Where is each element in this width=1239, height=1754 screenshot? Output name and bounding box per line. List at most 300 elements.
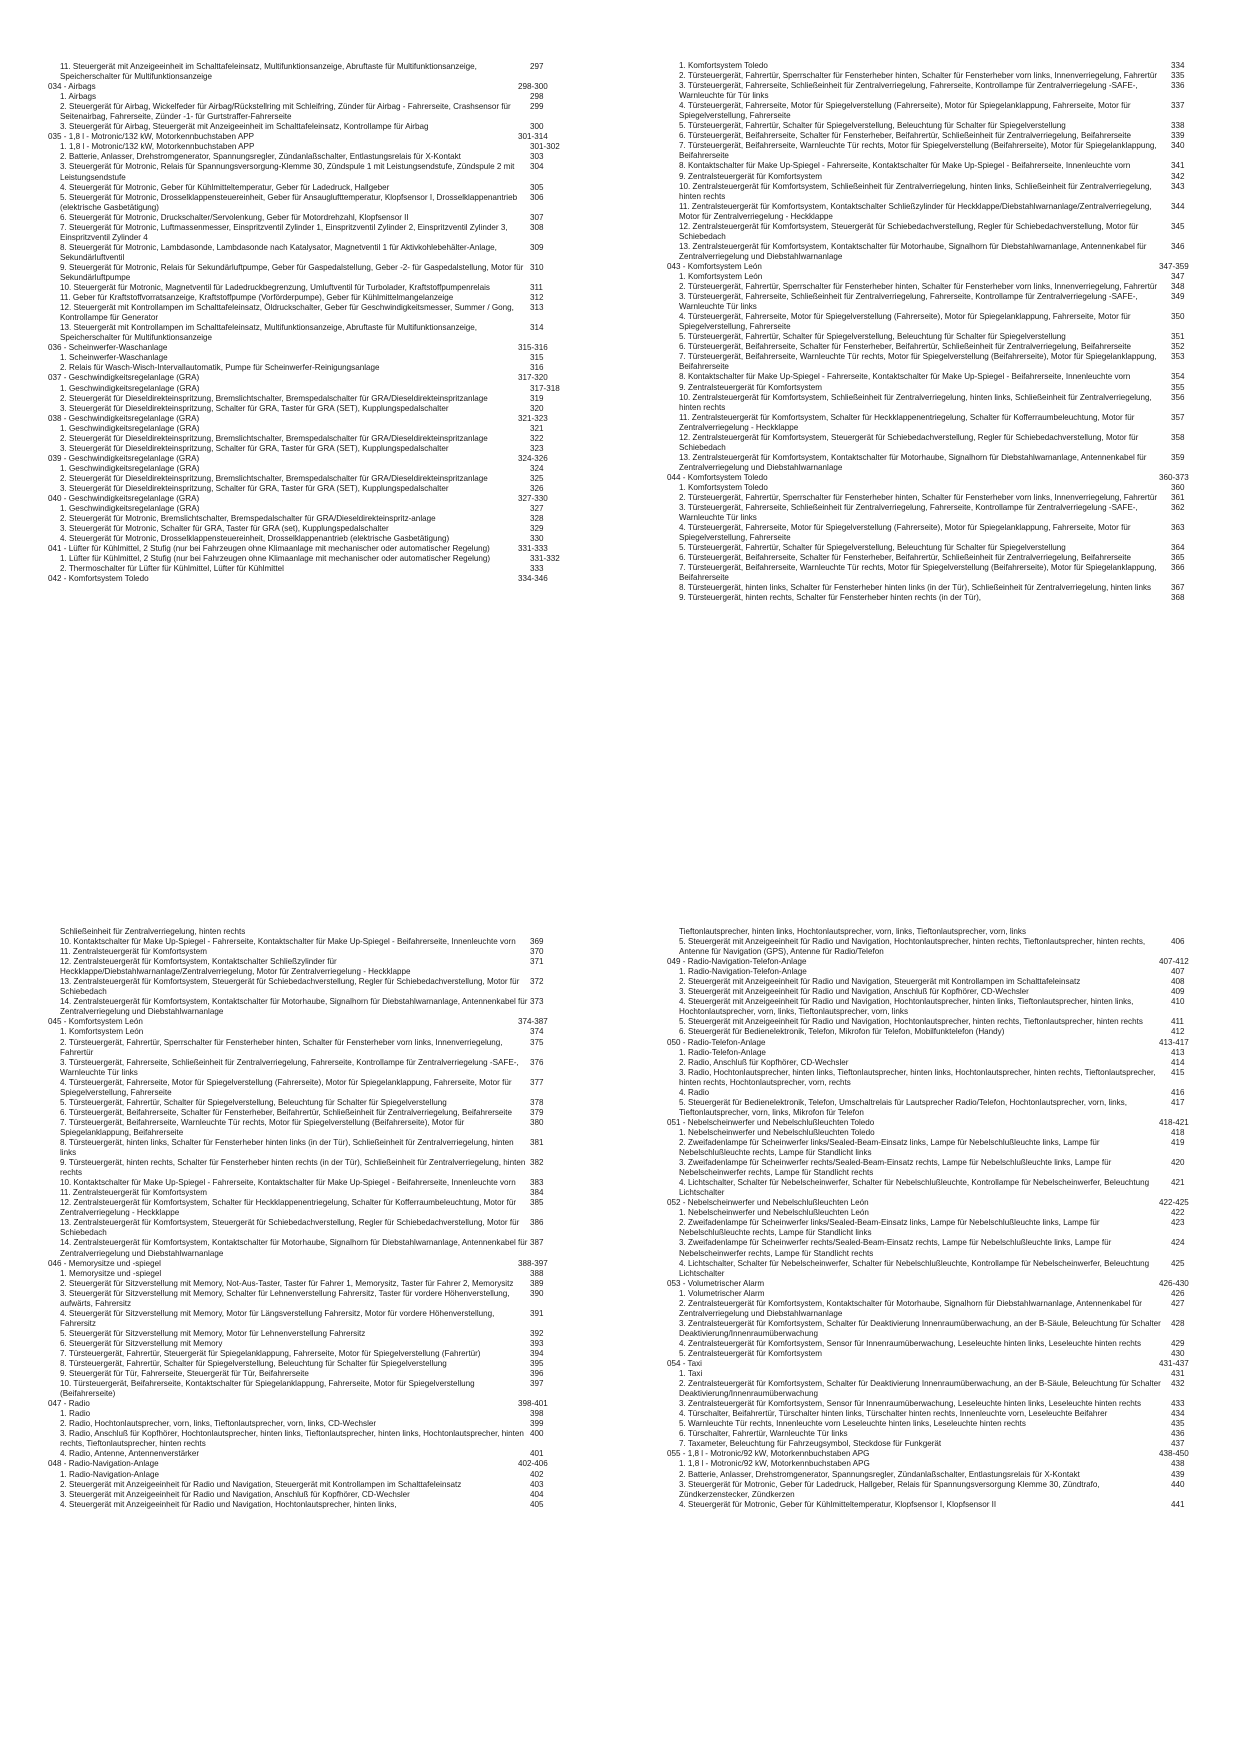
index-entry	[48, 394, 608, 404]
entry-title: 7. Türsteuergerät, Beifahrerseite, Warnleuchte Tür rechts, Motor für Spiegelverstellung (Beifahrerseite), Motor für Spiegelanklappung, Beifahrerseite	[679, 563, 1157, 583]
index-entry	[48, 243, 608, 263]
index-entry	[48, 283, 608, 293]
entry-page-number: 388	[530, 1268, 544, 1278]
entry-page-number: 391	[530, 1308, 544, 1318]
entry-page-number: 344	[1171, 201, 1185, 211]
entry-page-number: 422	[1171, 1208, 1185, 1218]
entry-title: 2. Steuergerät für Dieseldirekteinspritzung, Bremslichtschalter, Bremspedalschalter für GRA/Dieseldirekteinspritzanlage	[60, 433, 488, 443]
index-entry	[667, 413, 1197, 433]
entry-page-number: 403	[530, 1479, 544, 1489]
entry-page-number: 330	[530, 534, 544, 544]
entry-page-number: 346	[1171, 241, 1185, 251]
entry-title: 12. Zentralsteuergerät für Komfortsystem, Kontaktschalter Schließzylinder für Heckklappe/Diebstahlwarnanlage/Zentralverriegelung, Motor für Zentralverriegelung - Heckklappe	[60, 957, 411, 977]
entry-page-number: 389	[530, 1278, 544, 1288]
entry-title: 3. Steuergerät für Dieseldirekteinspritzung, Schalter für GRA, Taster für GRA (SET), Kupplungspedalschalter	[60, 483, 449, 493]
index-entry	[48, 1138, 608, 1158]
index-section-heading	[48, 1017, 608, 1027]
entry-title: 9. Steuergerät für Motronic, Relais für Sekundärluftpumpe, Geber für Gaspedalstellung, Geber -2- für Gaspedalstellung, Motor für Sekundärluftpumpe	[60, 262, 524, 282]
entry-title: 042 - Komfortsystem Toledo	[48, 574, 149, 584]
entry-title: 5. Steuergerät für Motronic, Drosselklappensteuereinheit, Geber für Ansauglufttemperatur, Klopfsensor I, Drosselklappenantrieb (elektrische Gasbetätigung)	[60, 192, 518, 212]
entry-title: Schließeinheit für Zentralverriegelung, hinten rechts	[60, 927, 246, 936]
entry-title: 5. Türsteuergerät, Fahrertür, Schalter für Spiegelverstellung, Beleuchtung für Schalter für Spiegelverstellung	[60, 1097, 447, 1107]
entry-page-number: 363	[1171, 523, 1185, 533]
entry-page-number: 440	[1171, 1479, 1185, 1489]
entry-page-number: 396	[530, 1369, 544, 1379]
entry-title: 10. Kontaktschalter für Make Up-Spiegel - Fahrerseite, Kontaktschalter für Make Up-Spiegel - Beifahrerseite, Innenleuchte vorn	[60, 1178, 516, 1188]
entry-page-number: 379	[530, 1107, 544, 1117]
index-entry	[48, 937, 608, 947]
entry-page-number: 430	[1171, 1348, 1185, 1358]
index-entry	[48, 293, 608, 303]
entry-page-number: 334	[1171, 61, 1185, 70]
entry-page-number: 372	[530, 977, 544, 987]
index-entry	[667, 202, 1197, 222]
entry-title: 6. Türsteuergerät, Beifahrerseite, Schalter für Fensterheber, Beifahrertür, Schließeinheit für Zentralverriegelung, Beifahrerseite	[60, 1107, 512, 1117]
index-entry	[667, 161, 1197, 171]
index-section-heading	[48, 343, 608, 353]
entry-page-number: 398	[530, 1409, 544, 1419]
entry-title: 2. Steuergerät mit Anzeigeeinheit für Radio und Navigation, Steuergerät mit Kontrollampen im Schalttafeleinsatz	[679, 977, 1081, 987]
entry-title: 3. Türsteuergerät, Fahrerseite, Schließeinheit für Zentralverriegelung, Fahrerseite, Kontrollampe für Zentralverriegelung -SAFE-, Warnleuchte Tür links	[60, 1057, 519, 1077]
entry-page-number: 316	[530, 363, 544, 373]
index-entry	[48, 213, 608, 223]
index-entry	[667, 1208, 1197, 1218]
index-entry	[48, 977, 608, 997]
entry-title: 12. Zentralsteuergerät für Komfortsystem, Schalter für Heckklappenentriegelung, Schalter für Kofferraumbeleuchtung, Motor für Zentralverriegelung - Heckklappe	[60, 1198, 517, 1218]
index-section-heading	[48, 544, 608, 554]
entry-page-number: 414	[1171, 1057, 1185, 1067]
index-entry	[48, 554, 608, 564]
entry-title: 040 - Geschwindigkeitsregelanlage (GRA)	[48, 494, 200, 504]
entry-page-number: 335	[1171, 71, 1185, 81]
entry-page-number: 374	[530, 1027, 544, 1037]
entry-page-number: 305	[530, 182, 544, 192]
index-entry	[48, 223, 608, 243]
entry-page-number: 329	[530, 524, 544, 534]
index-entry	[48, 1339, 608, 1349]
index-entry	[48, 1379, 608, 1399]
entry-page-number: 395	[530, 1359, 544, 1369]
entry-title: 6. Steuergerät für Motronic, Druckschalter/Servolenkung, Geber für Motordrehzahl, Klopfsensor II	[60, 212, 409, 222]
entry-title: 3. Radio, Anschluß für Kopfhörer, Hochtonlautsprecher, hinten links, Tieftonlautsprecher, hinten links, Hochtonlautsprecher, hinten rechts, Tieftonlautsprecher, hinten rechts	[60, 1429, 524, 1449]
entry-title: 10. Zentralsteuergerät für Komfortsystem, Schließeinheit für Zentralverriegelung, hinten links, Schließeinheit für Zentralverriegelung, hinten rechts	[679, 392, 1152, 412]
index-entry	[48, 1038, 608, 1058]
entry-page-number: 328	[530, 514, 544, 524]
entry-title: 6. Türsteuergerät, Beifahrerseite, Schalter für Fensterheber, Beifahrertür, Schließeinheit für Zentralverriegelung, Beifahrerseite	[679, 553, 1131, 563]
entry-page-number: 423	[1171, 1218, 1185, 1228]
index-entry	[48, 62, 608, 82]
index-entry	[48, 1359, 608, 1369]
index-entry	[667, 242, 1197, 262]
entry-title: 2. Steuergerät für Airbag, Wickelfeder für Airbag/Rückstellring mit Schleifring, Zünder für Airbag - Fahrerseite, Crashsensor für Seitenairbag, Fahrerseite, Zünder -1- für Gurtstraffer-Fahrerseite	[60, 102, 511, 122]
entry-page-number: 374-387	[518, 1017, 548, 1027]
index-entry	[667, 342, 1197, 352]
index-entry	[48, 947, 608, 957]
index-entry	[48, 997, 608, 1017]
index-entry	[48, 1500, 608, 1510]
index-entry	[667, 593, 1197, 603]
index-entry	[48, 1218, 608, 1238]
index-entry	[667, 1027, 1197, 1037]
entry-title: 2. Türsteuergerät, Fahrertür, Sperrschalter für Fensterheber hinten, Schalter für Fensterheber vorn links, Innenverriegelung, Fahrertür	[679, 282, 1158, 292]
entry-title: 2. Steuergerät für Dieseldirekteinspritzung, Bremslichtschalter, Bremspedalschalter für GRA/Dieseldirekteinspritzanlage	[60, 473, 488, 483]
entry-title: 6. Türsteuergerät, Beifahrerseite, Schalter für Fensterheber, Beifahrertür, Schließeinheit für Zentralverriegelung, Beifahrerseite	[679, 342, 1131, 352]
index-entry	[48, 1238, 608, 1258]
index-section-heading	[667, 1038, 1197, 1048]
entry-title: 12. Zentralsteuergerät für Komfortsystem, Steuergerät für Schiebedachverstellung, Regler für Schiebedachverstellung, Motor für Schiebedach	[679, 221, 1139, 241]
entry-title: 043 - Komfortsystem León	[667, 261, 762, 271]
entry-page-number: 441	[1171, 1499, 1185, 1509]
entry-title: 5. Türsteuergerät, Fahrertür, Schalter für Spiegelverstellung, Beleuchtung für Schalter für Spiegelverstellung	[679, 332, 1066, 342]
entry-page-number: 349	[1171, 292, 1185, 302]
entry-page-number: 438	[1171, 1459, 1185, 1469]
index-entry	[48, 1269, 608, 1279]
entry-page-number: 348	[1171, 282, 1185, 292]
index-entry	[667, 1017, 1197, 1027]
index-entry	[667, 1439, 1197, 1449]
index-entry	[48, 534, 608, 544]
index-entry	[48, 564, 608, 574]
entry-title: 8. Türsteuergerät, hinten links, Schalter für Fensterheber hinten links (in der Tür), Schließeinheit für Zentralverriegelung, hinten links	[679, 583, 1152, 593]
entry-title: 6. Türschalter, Fahrertür, Warnleuchte Tür links	[679, 1429, 848, 1439]
entry-page-number: 376	[530, 1057, 544, 1067]
entry-page-number: 340	[1171, 141, 1185, 151]
entry-title: 2. Zweifadenlampe für Scheinwerfer links/Sealed-Beam-Einsatz links, Lampe für Nebelschlußleuchte links, Lampe für Nebelschlußleuchte rechts, Lampe für Standlicht links	[679, 1218, 1100, 1238]
index-entry	[667, 1289, 1197, 1299]
entry-title: 1. Memorysitze und -spiegel	[60, 1268, 162, 1278]
entry-page-number: 326	[530, 483, 544, 493]
index-entry	[48, 384, 608, 394]
index-entry	[667, 312, 1197, 332]
index-entry	[667, 937, 1197, 957]
entry-page-number: 312	[530, 293, 544, 303]
index-entry	[48, 1289, 608, 1309]
index-section-heading	[667, 1449, 1197, 1459]
index-entry	[667, 563, 1197, 583]
entry-title: 11. Steuergerät mit Anzeigeeinheit im Schalttafeleinsatz, Multifunktionsanzeige, Abruftaste für Multifunktionsanzeige, Speicherschalter für Multifunktionsanzeige	[60, 62, 477, 82]
entry-page-number: 418-421	[1159, 1117, 1189, 1127]
index-entry	[667, 1379, 1197, 1399]
entry-title: 5. Türsteuergerät, Fahrertür, Schalter für Spiegelverstellung, Beleuchtung für Schalter für Spiegelverstellung	[679, 121, 1066, 131]
entry-page-number: 390	[530, 1288, 544, 1298]
index-entry	[667, 1500, 1197, 1510]
index-entry	[48, 1098, 608, 1108]
index-column-top-right	[667, 61, 1197, 831]
index-entry	[667, 172, 1197, 182]
entry-title: 4. Steuergerät für Motronic, Geber für Kühlmitteltemperatur, Geber für Ladedruck, Hallgeber	[60, 182, 390, 192]
index-column-bottom-right	[667, 927, 1197, 1685]
entry-page-number: 342	[1171, 171, 1185, 181]
entry-page-number: 331-332	[530, 554, 560, 564]
entry-title: 049 - Radio-Navigation-Telefon-Anlage	[667, 957, 807, 967]
entry-page-number: 310	[530, 262, 544, 272]
index-entry	[667, 141, 1197, 161]
index-entry	[48, 1419, 608, 1429]
entry-title: 2. Türsteuergerät, Fahrertür, Sperrschalter für Fensterheber hinten, Schalter für Fensterheber vorn links, Innenverriegelung, Fahrertür	[60, 1037, 503, 1057]
entry-title: 1. Komfortsystem Toledo	[679, 482, 768, 492]
entry-title: 4. Steuergerät für Motronic, Drosselklappensteuereinheit, Drosselklappenantrieb (elektrische Gasbetätigung)	[60, 534, 450, 544]
entry-page-number: 405	[530, 1499, 544, 1509]
index-entry	[48, 444, 608, 454]
index-entry	[48, 514, 608, 524]
entry-page-number: 304	[530, 162, 544, 172]
entry-title: 046 - Memorysitze und -spiegel	[48, 1258, 161, 1268]
index-entry	[48, 122, 608, 132]
entry-title: 3. Türsteuergerät, Fahrerseite, Schließeinheit für Zentralverriegelung, Fahrerseite, Kontrollampe für Zentralverriegelung -SAFE-, Warnleuchte für Tür links	[679, 81, 1138, 101]
index-entry	[48, 424, 608, 434]
entry-page-number: 360	[1171, 482, 1185, 492]
index-entry	[667, 272, 1197, 282]
entry-page-number: 393	[530, 1338, 544, 1348]
entry-title: 1. Radio-Navigation-Anlage	[60, 1469, 159, 1479]
index-entry	[667, 121, 1197, 131]
entry-page-number: 331-333	[518, 544, 548, 554]
entry-title: 4. Lichtschalter, Schalter für Nebelscheinwerfer, Schalter für Nebelschlußleuchte, Kontrollampe für Nebelscheinwerfer, Beleuchtung Lichtschalter	[679, 1178, 1150, 1198]
entry-page-number: 347-359	[1159, 261, 1189, 271]
entry-title: 3. Steuergerät für Dieseldirekteinspritzung, Schalter für GRA, Taster für GRA (SET), Kupplungspedalschalter	[60, 443, 449, 453]
entry-page-number: 404	[530, 1489, 544, 1499]
index-entry	[48, 464, 608, 474]
entry-page-number: 413	[1171, 1047, 1185, 1057]
entry-page-number: 388-397	[518, 1258, 548, 1268]
entry-title: 4. Radio	[679, 1087, 710, 1097]
entry-title: 045 - Komfortsystem León	[48, 1017, 143, 1027]
entry-title: 3. Radio, Hochtonlautsprecher, hinten links, Tieftonlautsprecher, hinten links, Hochtonlautsprecher, hinten rechts, Tieftonlautsprecher, hinten rechts, Hochtonlautsprecher, vorn, rechts	[679, 1067, 1156, 1087]
entry-title: 4. Steuergerät für Sitzverstellung mit Memory, Motor für Längsverstellung Fahrersitz, Motor für vordere Höhenverstellung, Fahrersitz	[60, 1308, 495, 1328]
entry-page-number: 406	[1171, 937, 1185, 947]
index-entry	[667, 81, 1197, 101]
entry-title: 3. Türsteuergerät, Fahrerseite, Schließeinheit für Zentralverriegelung, Fahrerseite, Kontrollampe für Zentralverriegelung -SAFE-, Warnleuchte Tür links	[679, 503, 1138, 523]
entry-title: 5. Steuergerät für Sitzverstellung mit Memory, Motor für Lehnenverstellung Fahrersitz	[60, 1328, 366, 1338]
entry-title: 2. Steuergerät für Motronic, Bremslichtschalter, Bremspedalschalter für GRA/Dieseldirekteinspritz-anlage	[60, 514, 436, 524]
entry-page-number: 354	[1171, 372, 1185, 382]
entry-page-number: 314	[530, 323, 544, 333]
entry-title: 2. Steuergerät mit Anzeigeeinheit für Radio und Navigation, Steuergerät mit Kontrollampen im Schalttafeleinsatz	[60, 1479, 462, 1489]
entry-title: 4. Türsteuergerät, Fahrerseite, Motor für Spiegelverstellung (Fahrerseite), Motor für Spiegelanklappung, Fahrerseite, Motor für Spiegelverstellung, Fahrerseite	[679, 101, 1131, 121]
index-section-heading	[667, 1198, 1197, 1208]
index-entry	[667, 1058, 1197, 1068]
entry-title: 036 - Scheinwerfer-Waschanlage	[48, 343, 168, 353]
entry-title: 1. Radio-Navigation-Telefon-Anlage	[679, 967, 807, 977]
entry-title: 4. Steuergerät mit Anzeigeeinheit für Radio und Navigation, Hochtonlautsprecher, hinten links,	[60, 1499, 397, 1509]
entry-page-number: 381	[530, 1137, 544, 1147]
index-entry	[667, 1048, 1197, 1058]
index-entry	[48, 1429, 608, 1449]
entry-page-number: 436	[1171, 1429, 1185, 1439]
entry-page-number: 394	[530, 1348, 544, 1358]
index-entry	[48, 524, 608, 534]
index-entry	[667, 1399, 1197, 1409]
entry-title: 9. Steuergerät für Tür, Fahrerseite, Steuergerät für Tür, Beifahrerseite	[60, 1369, 309, 1379]
entry-page-number: 420	[1171, 1158, 1185, 1168]
index-entry	[48, 1409, 608, 1419]
entry-title: 037 - Geschwindigkeitsregelanlage (GRA)	[48, 373, 200, 383]
entry-title: 1. Radio-Telefon-Anlage	[679, 1047, 766, 1057]
entry-title: 4. Türsteuergerät, Fahrerseite, Motor für Spiegelverstellung (Fahrerseite), Motor für Spiegelanklappung, Fahrerseite, Motor für Spiegelverstellung, Fahrerseite	[679, 312, 1131, 332]
entry-page-number	[530, 927, 608, 937]
index-section-heading	[48, 494, 608, 504]
entry-title: 048 - Radio-Navigation-Anlage	[48, 1459, 159, 1469]
entry-title: 2. Batterie, Anlasser, Drehstromgenerator, Spannungsregler, Zündanlaßschalter, Entlastungsrelais für X-Kontakt	[60, 152, 461, 162]
entry-title: 044 - Komfortsystem Toledo	[667, 472, 768, 482]
entry-title: 053 - Volumetrischer Alarm	[667, 1278, 765, 1288]
index-section-heading	[48, 1259, 608, 1269]
entry-page-number: 353	[1171, 352, 1185, 362]
index-entry	[48, 92, 608, 102]
entry-page-number: 325	[530, 473, 544, 483]
index-entry	[48, 957, 608, 977]
entry-title: 3. Zweifadenlampe für Scheinwerfer rechts/Sealed-Beam-Einsatz rechts, Lampe für Nebelschlußleuchte links, Lampe für Nebelscheinwerfer rechts, Lampe für Standlicht rechts	[679, 1238, 1112, 1258]
index-entry	[667, 453, 1197, 473]
index-entry	[667, 523, 1197, 543]
entry-title: 11. Zentralsteuergerät für Komfortsystem	[60, 1188, 207, 1198]
index-entry	[667, 1259, 1197, 1279]
entry-title: 041 - Lüfter für Kühlmittel, 2 Stufig (nur bei Fahrzeugen ohne Klimaanlage mit mechanischer oder automatischer Regelung)	[48, 544, 490, 554]
entry-title: 2. Radio, Hochtonlautsprecher, vorn, links, Tieftonlautsprecher, vorn, links, CD-Wechsler	[60, 1419, 377, 1429]
index-section-heading	[667, 957, 1197, 967]
entry-page-number: 370	[530, 947, 544, 957]
entry-page-number: 351	[1171, 332, 1185, 342]
entry-page-number: 421	[1171, 1178, 1185, 1188]
entry-page-number: 407-412	[1159, 957, 1189, 967]
entry-page-number: 298-300	[518, 82, 548, 92]
entry-title: 4. Radio, Antenne, Antennenverstärker	[60, 1449, 200, 1459]
entry-title: 12. Steuergerät mit Kontrollampen im Schalttafeleinsatz, Öldruckschalter, Geber für Geschwindigkeitsmesser, Summer / Gong, Kontrollampe für Generator	[60, 303, 514, 323]
entry-title: 1. Komfortsystem León	[60, 1027, 144, 1037]
entry-page-number: 360-373	[1159, 472, 1189, 482]
index-entry	[667, 1218, 1197, 1238]
index-entry	[48, 1279, 608, 1289]
index-entry	[48, 1490, 608, 1500]
entry-page-number: 408	[1171, 977, 1185, 987]
entry-title: 052 - Nebelscheinwerfer und Nebelschlußleuchten León	[667, 1198, 869, 1208]
index-entry	[667, 997, 1197, 1017]
index-entry	[667, 1238, 1197, 1258]
entry-title: 2. Thermoschalter für Lüfter für Kühlmittel, Lüfter für Kühlmittel	[60, 564, 284, 574]
index-entry	[48, 353, 608, 363]
entry-title: 5. Warnleuchte Tür rechts, Innenleuchte vorn Leseleuchte hinten links, Leseleuchte hinten rechts	[679, 1419, 1026, 1429]
index-entry	[48, 1188, 608, 1198]
entry-title: 5. Steuergerät mit Anzeigeeinheit für Radio und Navigation, Hochtonlautsprecher, hinten rechts, Tieftonlautsprecher, hinten rechts	[679, 1017, 1143, 1027]
index-section-heading	[48, 373, 608, 383]
entry-page-number: 347	[1171, 271, 1185, 281]
index-entry	[667, 1158, 1197, 1178]
entry-page-number: 367	[1171, 583, 1185, 593]
entry-page-number: 373	[530, 997, 544, 1007]
entry-title: 054 - Taxi	[667, 1359, 702, 1369]
entry-page-number: 362	[1171, 503, 1185, 513]
entry-title: 1. Airbags	[60, 92, 96, 102]
entry-page-number: 345	[1171, 221, 1185, 231]
entry-title: 13. Steuergerät mit Kontrollampen im Schalttafeleinsatz, Multifunktionsanzeige, Abruftaste für Multifunktionsanzeige, Speicherschalter für Multifunktionsanzeige	[60, 323, 478, 343]
index-section-heading	[667, 473, 1197, 483]
index-entry	[667, 987, 1197, 997]
entry-page-number: 401	[530, 1449, 544, 1459]
entry-page-number: 387	[530, 1238, 544, 1248]
index-section-heading	[48, 454, 608, 464]
index-entry	[48, 1480, 608, 1490]
entry-title: 8. Kontaktschalter für Make Up-Spiegel - Fahrerseite, Kontaktschalter für Make Up-Spiegel - Beifahrerseite, Innenleuchte vorn	[679, 372, 1131, 382]
entry-title: 13. Zentralsteuergerät für Komfortsystem, Steuergerät für Schiebedachverstellung, Regler für Schiebedachverstellung, Motor für Schiebedach	[60, 977, 520, 997]
entry-title: 1. Geschwindigkeitsregelanlage (GRA)	[60, 504, 200, 514]
index-entry	[667, 131, 1197, 141]
entry-title: 5. Steuergerät mit Anzeigeeinheit für Radio und Navigation, Hochtonlautsprecher, hinten rechts, Tieftonlautsprecher, hinten rechts, Antenne für Navigation (GPS), Antenne für Radio/Telefon	[679, 937, 1146, 957]
index-entry	[48, 474, 608, 484]
entry-title: 13. Zentralsteuergerät für Komfortsystem, Kontaktschalter für Motorhaube, Signalhorn für Diebstahlwarnanlage, Antennenkabel für Zentralverriegelung und Diebstahlwarnanlage	[679, 241, 1147, 261]
index-entry	[667, 1138, 1197, 1158]
index-entry	[48, 1449, 608, 1459]
index-entry	[48, 303, 608, 323]
index-entry	[667, 101, 1197, 121]
entry-page-number: 352	[1171, 342, 1185, 352]
index-entry	[667, 352, 1197, 372]
entry-title: 047 - Radio	[48, 1399, 90, 1409]
index-entry	[667, 1349, 1197, 1359]
index-entry	[667, 1459, 1197, 1469]
entry-title: 3. Steuergerät mit Anzeigeeinheit für Radio und Navigation, Anschluß für Kopfhörer, CD-Wechsler	[679, 987, 1029, 997]
entry-title: 051 - Nebelscheinwerfer und Nebelschlußleuchten Toledo	[667, 1117, 875, 1127]
entry-title: 035 - 1,8 l - Motronic/132 kW, Motorkennbuchstaben APP	[48, 132, 255, 142]
index-column-top-left	[48, 62, 608, 830]
entry-page-number: 415	[1171, 1067, 1185, 1077]
index-entry	[667, 1429, 1197, 1439]
entry-title: 2. Steuergerät für Dieseldirekteinspritzung, Bremslichtschalter, Bremspedalschalter für GRA/Dieseldirekteinspritzanlage	[60, 393, 488, 403]
index-entry	[667, 1409, 1197, 1419]
entry-title: 3. Steuergerät für Motronic, Geber für Ladedruck, Hallgeber, Relais für Spannungsversorgung Klemme 30, Zündtrafo, Zündkerzenstecker, Zündkerzen	[679, 1479, 1100, 1499]
entry-title: 10. Kontaktschalter für Make Up-Spiegel - Fahrerseite, Kontaktschalter für Make Up-Spiegel - Beifahrerseite, Innenleuchte vorn	[60, 937, 516, 947]
entry-title: 13. Zentralsteuergerät für Komfortsystem, Steuergerät für Schiebedachverstellung, Regler für Schiebedachverstellung, Motor für Schiebedach	[60, 1218, 520, 1238]
entry-title: 2. Zentralsteuergerät für Komfortsystem, Kontaktschalter für Motorhaube, Signalhorn für Diebstahlwarnanlage, Antennenkabel für Zentralverriegelung und Diebstahlwarnanlage	[679, 1298, 1142, 1318]
entry-page-number: 357	[1171, 412, 1185, 422]
entry-page-number: 324	[530, 463, 544, 473]
entry-page-number: 409	[1171, 987, 1185, 997]
index-entry	[48, 1078, 608, 1098]
index-entry	[667, 553, 1197, 563]
entry-title: 11. Zentralsteuergerät für Komfortsystem, Schalter für Heckklappenentriegelung, Schalter für Kofferraumbeleuchtung, Motor für Zentralverriegelung - Heckklappe	[679, 412, 1135, 432]
entry-page-number: 382	[530, 1158, 544, 1168]
entry-title: 039 - Geschwindigkeitsregelanlage (GRA)	[48, 453, 200, 463]
index-entry	[667, 543, 1197, 553]
index-entry	[48, 162, 608, 182]
entry-page-number: 422-425	[1159, 1198, 1189, 1208]
entry-title: 6. Steuergerät für Sitzverstellung mit Memory	[60, 1338, 223, 1348]
entry-page-number: 327	[530, 504, 544, 514]
entry-title: 11. Zentralsteuergerät für Komfortsystem, Kontaktschalter Schließzylinder für Heckklappe/Diebstahlwarnanlage/Zentralverriegelung, Motor für Zentralverriegelung - Heckklappe	[679, 201, 1152, 221]
entry-page-number: 375	[530, 1037, 544, 1047]
entry-title: 2. Zweifadenlampe für Scheinwerfer links/Sealed-Beam-Einsatz links, Lampe für Nebelschlußleuchte links, Lampe für Nebelschlußleuchte rechts, Lampe für Standlicht links	[679, 1137, 1100, 1158]
index-entry	[48, 504, 608, 514]
index-entry	[667, 332, 1197, 342]
entry-title: 3. Steuergerät für Motronic, Schalter für GRA, Taster für GRA (set), Kupplungspedalschalter	[60, 524, 389, 534]
entry-page-number: 437	[1171, 1439, 1185, 1449]
entry-title: 10. Zentralsteuergerät für Komfortsystem, Schließeinheit für Zentralverriegelung, hinten links, Schließeinheit für Zentralverriegelung, hinten rechts	[679, 181, 1152, 201]
entry-page-number: 433	[1171, 1399, 1185, 1409]
index-entry	[667, 977, 1197, 987]
entry-page-number: 427	[1171, 1298, 1185, 1308]
entry-title: 7. Türsteuergerät, Beifahrerseite, Warnleuchte Tür rechts, Motor für Spiegelverstellung (Beifahrerseite), Motor für Spiegelanklappung, Beifahrerseite	[679, 141, 1157, 161]
index-entry	[667, 967, 1197, 977]
entry-page-number: 338	[1171, 121, 1185, 131]
index-entry	[667, 1369, 1197, 1379]
entry-page-number: 431-437	[1159, 1359, 1189, 1369]
entry-page-number: 413-417	[1159, 1037, 1189, 1047]
entry-page-number: 317-320	[518, 373, 548, 383]
entry-title: 8. Türsteuergerät, Fahrertür, Schalter für Spiegelverstellung, Beleuchtung für Schalter für Spiegelverstellung	[60, 1359, 447, 1369]
entry-page-number: 402	[530, 1469, 544, 1479]
entry-page-number: 400	[530, 1429, 544, 1439]
entry-title: 1. Lüfter für Kühlmittel, 2 Stufig (nur bei Fahrzeugen ohne Klimaanlage mit mechanischer oder automatischer Regelung)	[60, 554, 491, 564]
entry-title: 038 - Geschwindigkeitsregelanlage (GRA)	[48, 413, 200, 423]
